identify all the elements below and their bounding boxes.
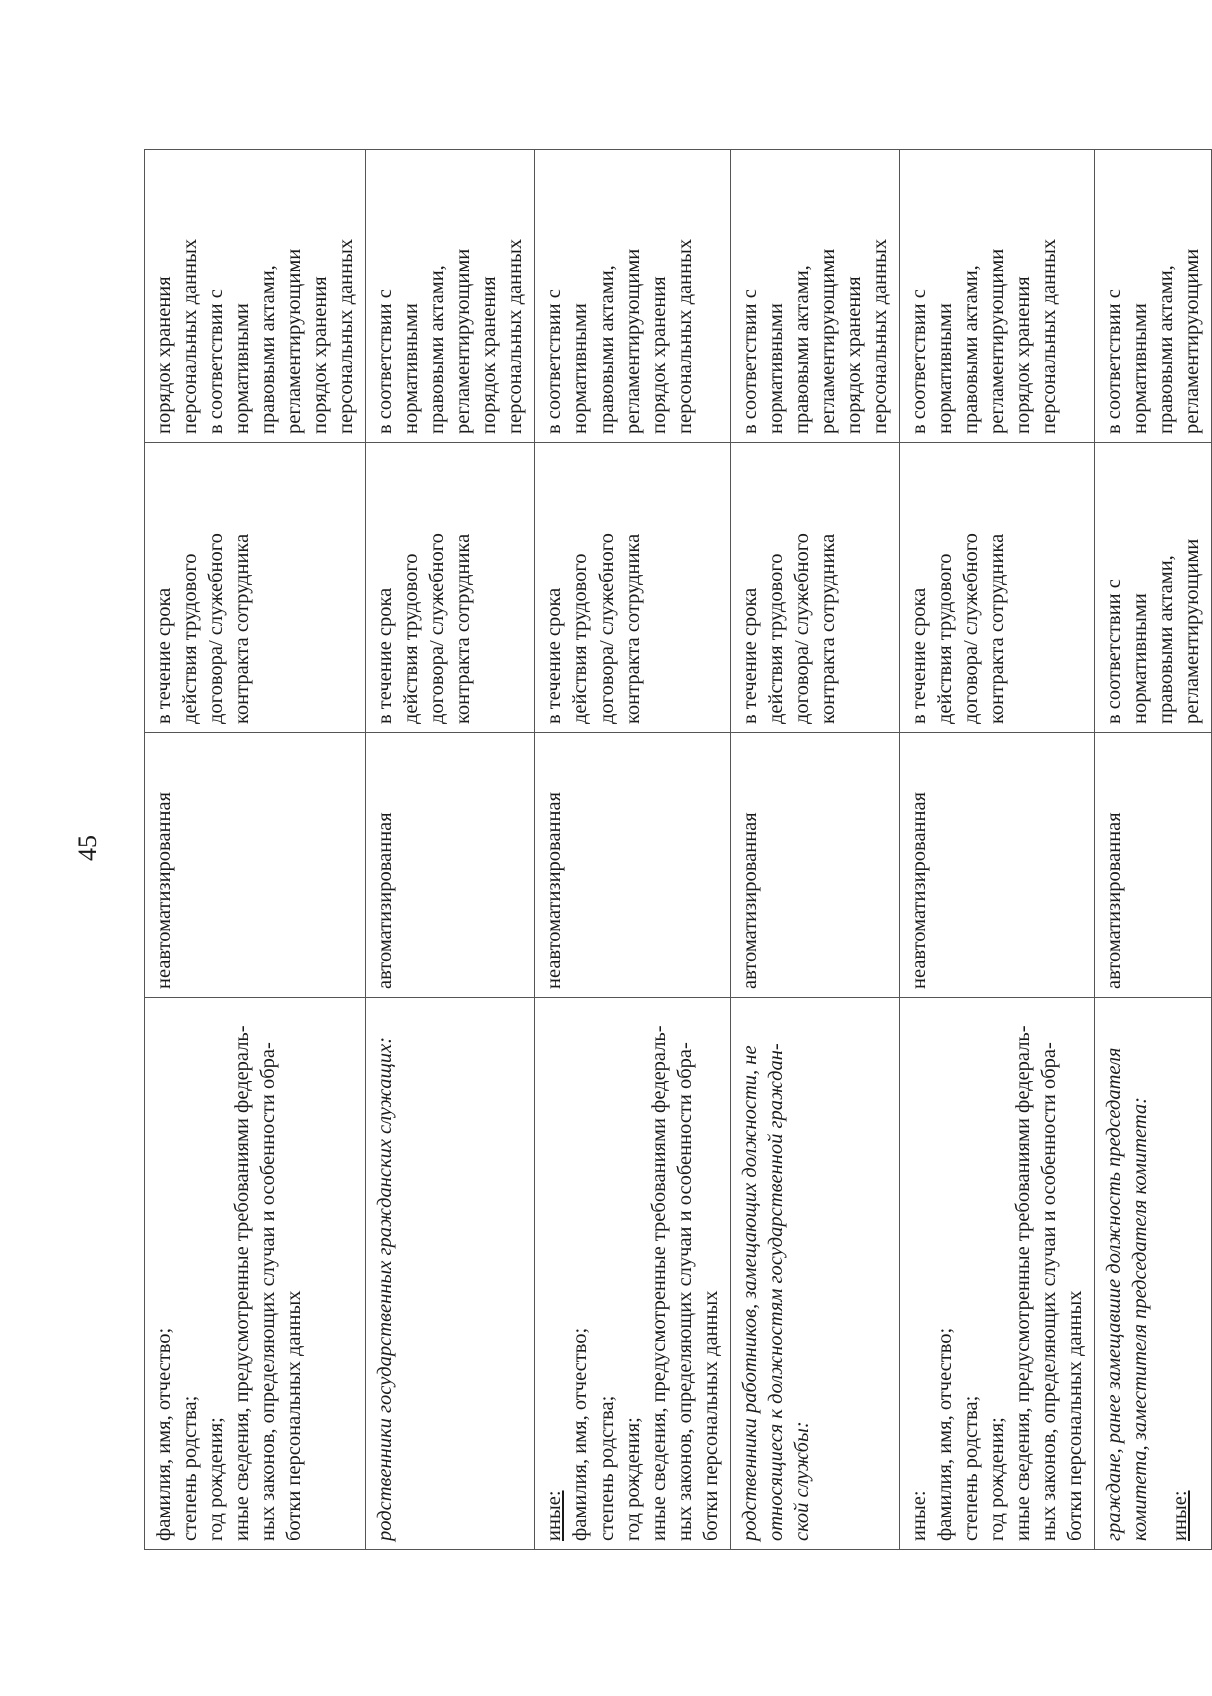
storage-line: регламентирующими bbox=[816, 248, 839, 434]
processing-type: неавтоматизированная bbox=[543, 791, 566, 989]
storage-line: правовыми актами, bbox=[426, 265, 449, 434]
storage-line: персональных данных bbox=[504, 238, 527, 434]
term-cell bbox=[535, 443, 730, 733]
term-line: договора/ служебного bbox=[426, 533, 449, 724]
category-cell bbox=[1095, 998, 1212, 1550]
storage-cell bbox=[366, 150, 535, 443]
processing-cell bbox=[730, 733, 899, 998]
processing-type: автоматизированная bbox=[1103, 812, 1126, 989]
storage-line: нормативными bbox=[764, 303, 787, 434]
category-line: ных законов, определяющих случаи и особенности обра- bbox=[257, 1042, 280, 1541]
term-line: правовыми актами, bbox=[1155, 555, 1178, 724]
processing-cell bbox=[366, 733, 535, 998]
storage-line: персональных данных bbox=[335, 238, 358, 434]
category-title: граждане, ранее замещавшие должность председателя bbox=[1103, 1047, 1126, 1541]
term-line: контракта сотрудника bbox=[231, 533, 254, 724]
storage-line: регламентирующими bbox=[283, 248, 306, 434]
category-line: иные: bbox=[907, 1490, 930, 1541]
category-line: ботки персональных данных bbox=[699, 1290, 722, 1541]
processing-type: автоматизированная bbox=[738, 812, 761, 989]
rotated-table-sheet bbox=[144, 150, 1204, 1550]
storage-line: правовыми актами, bbox=[959, 265, 982, 434]
category-cell bbox=[145, 998, 366, 1550]
storage-line: нормативными bbox=[400, 303, 423, 434]
category-title: родственники государственных гражданских служащих: bbox=[374, 1036, 397, 1541]
term-line: в течение срока bbox=[374, 587, 397, 724]
category-cell bbox=[535, 998, 730, 1550]
storage-line: в соответствии с bbox=[1103, 289, 1126, 434]
term-line: регламентирующими bbox=[1181, 538, 1204, 724]
storage-line: правовыми актами, bbox=[1155, 265, 1178, 434]
category-line: фамилия, имя, отчество; bbox=[569, 1327, 592, 1541]
storage-cell bbox=[730, 150, 899, 443]
processing-cell bbox=[1095, 733, 1212, 998]
category-cell bbox=[730, 998, 899, 1550]
page-number: 45 bbox=[73, 835, 102, 861]
term-line: в течение срока bbox=[738, 587, 761, 724]
category-line: иные сведения, предусмотренные требованиями федераль- bbox=[647, 1025, 670, 1541]
category-line: год рождения; bbox=[205, 1417, 228, 1541]
term-line: договора/ служебного bbox=[959, 533, 982, 724]
storage-line: порядок хранения bbox=[1011, 276, 1034, 434]
term-cell bbox=[899, 443, 1094, 733]
storage-line: в соответствии с bbox=[907, 289, 930, 434]
term-line: в соответствии с bbox=[1103, 579, 1126, 724]
term-line: действия трудового bbox=[400, 553, 423, 724]
processing-type: автоматизированная bbox=[374, 812, 397, 989]
personal-data-table bbox=[144, 149, 1212, 1550]
category-line: иные сведения, предусмотренные требованиями федераль- bbox=[231, 1025, 254, 1541]
category-line: степень родства; bbox=[595, 1395, 618, 1541]
category-line: степень родства; bbox=[959, 1395, 982, 1541]
storage-line: регламентирующими bbox=[621, 248, 644, 434]
term-cell bbox=[366, 443, 535, 733]
storage-line: порядок хранения bbox=[842, 276, 865, 434]
storage-line: нормативными bbox=[1129, 303, 1152, 434]
category-line: фамилия, имя, отчество; bbox=[153, 1327, 175, 1541]
storage-line: нормативными bbox=[231, 303, 254, 434]
category-title: относящиеся к должностям государственной граждан- bbox=[764, 1043, 787, 1541]
storage-cell bbox=[535, 150, 730, 443]
storage-line: правовыми актами, bbox=[790, 265, 813, 434]
storage-cell bbox=[1095, 150, 1212, 443]
storage-cell bbox=[899, 150, 1094, 443]
table-row bbox=[1095, 150, 1212, 1550]
term-cell bbox=[730, 443, 899, 733]
category-line: иные: bbox=[543, 1490, 566, 1541]
term-line: договора/ служебного bbox=[595, 533, 618, 724]
term-line: в течение срока bbox=[543, 587, 566, 724]
storage-line: персональных данных bbox=[673, 238, 696, 434]
category-line: степень родства; bbox=[179, 1395, 202, 1541]
category-line: иные: bbox=[1169, 1490, 1192, 1541]
term-line: в течение срока bbox=[907, 587, 930, 724]
term-line: контракта сотрудника bbox=[621, 533, 644, 724]
table-row bbox=[535, 150, 730, 1550]
term-line: контракта сотрудника bbox=[452, 533, 475, 724]
storage-line: регламентирующими bbox=[985, 248, 1008, 434]
category-cell bbox=[899, 998, 1094, 1550]
term-line: действия трудового bbox=[764, 553, 787, 724]
term-line: договора/ служебного bbox=[205, 533, 228, 724]
category-title: ской службы: bbox=[790, 1421, 813, 1541]
category-title: родственники работников, замещающих должности, не bbox=[738, 1045, 761, 1541]
storage-line: в соответствии с bbox=[543, 289, 566, 434]
term-cell bbox=[1095, 443, 1212, 733]
processing-cell bbox=[145, 733, 366, 998]
storage-line: в соответствии с bbox=[205, 289, 228, 434]
storage-line: правовыми актами, bbox=[595, 265, 618, 434]
category-line: год рождения; bbox=[621, 1417, 644, 1541]
storage-cell bbox=[145, 150, 366, 443]
term-line: нормативными bbox=[1129, 593, 1152, 724]
term-line: действия трудового bbox=[179, 553, 202, 724]
term-line: договора/ служебного bbox=[790, 533, 813, 724]
storage-line: правовыми актами, bbox=[257, 265, 280, 434]
processing-cell bbox=[535, 733, 730, 998]
term-line: в течение срока bbox=[153, 587, 175, 724]
storage-line: нормативными bbox=[569, 303, 592, 434]
storage-line: регламентирующими bbox=[1181, 248, 1204, 434]
term-line: действия трудового bbox=[569, 553, 592, 724]
storage-line: порядок хранения bbox=[153, 276, 175, 434]
category-line: ных законов, определяющих случаи и особенности обра- bbox=[673, 1042, 696, 1541]
storage-line: порядок хранения bbox=[309, 276, 332, 434]
processing-type: неавтоматизированная bbox=[907, 791, 930, 989]
category-line: фамилия, имя, отчество; bbox=[933, 1327, 956, 1541]
storage-line: в соответствии с bbox=[738, 289, 761, 434]
term-cell bbox=[145, 443, 366, 733]
category-line: год рождения; bbox=[985, 1417, 1008, 1541]
table-row bbox=[730, 150, 899, 1550]
category-line: иные сведения, предусмотренные требованиями федераль- bbox=[1011, 1025, 1034, 1541]
storage-line: персональных данных bbox=[1038, 238, 1060, 434]
category-line: ных законов, определяющих случаи и особенности обра- bbox=[1038, 1042, 1060, 1541]
storage-line: в соответствии с bbox=[374, 289, 397, 434]
processing-cell bbox=[899, 733, 1094, 998]
storage-line: нормативными bbox=[933, 303, 956, 434]
storage-line: порядок хранения bbox=[478, 276, 501, 434]
processing-type: неавтоматизированная bbox=[153, 791, 175, 989]
storage-line: порядок хранения bbox=[647, 276, 670, 434]
category-title: комитета, заместителя председателя комитета: bbox=[1129, 1097, 1152, 1541]
storage-line: регламентирующими bbox=[452, 248, 475, 434]
table-row bbox=[366, 150, 535, 1550]
term-line: контракта сотрудника bbox=[816, 533, 839, 724]
storage-line: персональных данных bbox=[179, 238, 202, 434]
storage-line: персональных данных bbox=[868, 238, 891, 434]
category-line: ботки персональных данных bbox=[1064, 1290, 1087, 1541]
table-row bbox=[899, 150, 1094, 1550]
term-line: действия трудового bbox=[933, 553, 956, 724]
category-cell bbox=[366, 998, 535, 1550]
table-row bbox=[145, 150, 366, 1550]
category-line: ботки персональных данных bbox=[283, 1290, 306, 1541]
term-line: контракта сотрудника bbox=[985, 533, 1008, 724]
